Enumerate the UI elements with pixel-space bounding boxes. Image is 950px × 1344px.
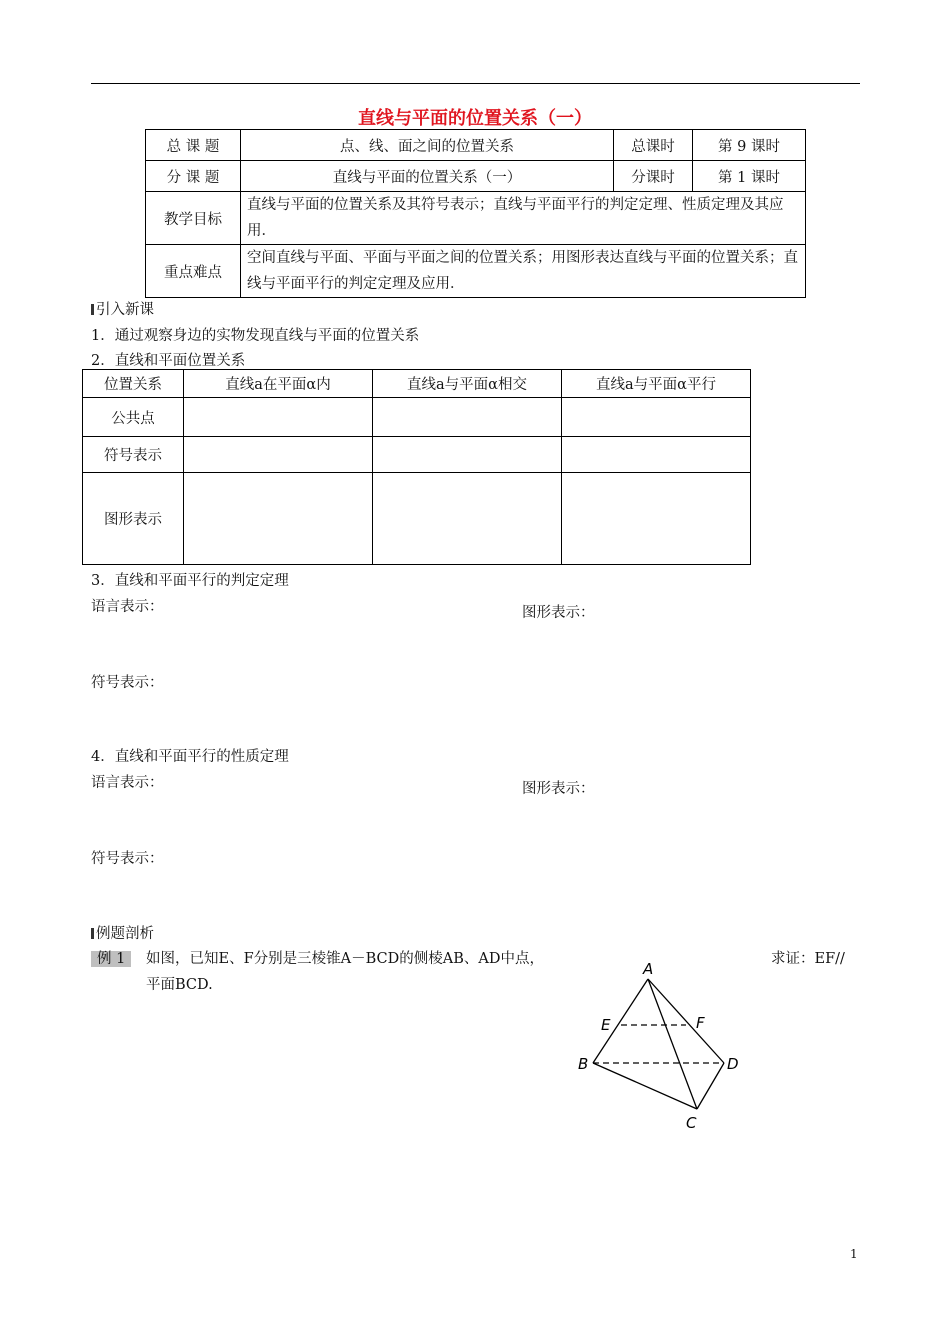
table-row — [83, 398, 751, 437]
edge-ad — [648, 979, 724, 1063]
table-row — [83, 370, 751, 398]
table-row — [146, 130, 806, 161]
header-relation: 位置关系 — [83, 370, 184, 398]
label-d: D — [727, 1055, 739, 1073]
table-row — [83, 437, 751, 473]
intro-item-2: 2．直线和平面位置关系 — [91, 353, 246, 369]
page-title: 直线与平面的位置关系（一） — [358, 108, 592, 129]
course-info-table — [145, 129, 806, 298]
cell-blank — [184, 398, 373, 437]
sub-hours-value: 第 1 课时 — [693, 161, 806, 192]
total-topic-value: 点、线、面之间的位置关系 — [241, 130, 614, 161]
total-topic-label: 总 课 题 — [146, 130, 241, 161]
teaching-goals-value: 直线与平面的位置关系及其符号表示；直线与平面平行的判定定理、性质定理及其应用． — [241, 192, 806, 245]
section-intro-heading: 引入新课 — [91, 298, 154, 319]
table-row — [146, 192, 806, 245]
total-hours-value: 第 9 课时 — [693, 130, 806, 161]
edge-cd — [697, 1063, 724, 1109]
section-4-figure: 图形表示： — [522, 781, 595, 797]
page-number: 1 — [850, 1247, 858, 1261]
cell-blank — [562, 473, 751, 565]
cell-blank — [373, 437, 562, 473]
label-b: B — [578, 1055, 589, 1073]
sub-topic-value: 直线与平面的位置关系（一） — [241, 161, 614, 192]
teaching-goals-label: 教学目标 — [146, 192, 241, 245]
row-common-points: 公共点 — [83, 398, 184, 437]
example-1-tag: 例 1 — [91, 947, 131, 968]
intro-item-1: 1．通过观察身边的实物发现直线与平面的位置关系 — [91, 328, 420, 344]
cell-blank — [373, 473, 562, 565]
edge-bc — [593, 1063, 697, 1109]
relation-table — [82, 369, 751, 565]
section-3-figure: 图形表示： — [522, 605, 595, 621]
section-3-language: 语言表示： — [91, 599, 164, 615]
example-1-text: 如图，已知E、F分别是三棱锥A－BCD的侧棱AB、AD中点， — [146, 951, 544, 967]
header-in-plane: 直线a在平面α内 — [184, 370, 373, 398]
table-row — [83, 473, 751, 565]
sub-hours-label: 分课时 — [614, 161, 693, 192]
section-3-symbol: 符号表示： — [91, 675, 164, 691]
edge-ac — [648, 979, 697, 1109]
header-rule — [91, 83, 860, 84]
sub-topic-label: 分 课 题 — [146, 161, 241, 192]
row-symbol: 符号表示 — [83, 437, 184, 473]
section-4-language: 语言表示： — [91, 775, 164, 791]
key-points-value: 空间直线与平面、平面与平面之间的位置关系；用图形表达直线与平面的位置关系；直线与平面平行的判定定理及应用． — [241, 245, 806, 298]
cell-blank — [562, 437, 751, 473]
section-4-symbol: 符号表示： — [91, 851, 164, 867]
label-c: C — [686, 1114, 697, 1132]
header-intersect: 直线a与平面α相交 — [373, 370, 562, 398]
cell-blank — [184, 473, 373, 565]
cell-blank — [184, 437, 373, 473]
label-a: A — [643, 960, 654, 978]
section-4-heading: 4．直线和平面平行的性质定理 — [91, 749, 289, 765]
key-points-label: 重点难点 — [146, 245, 241, 298]
table-row — [146, 245, 806, 298]
cell-blank — [373, 398, 562, 437]
table-row — [146, 161, 806, 192]
section-examples-heading: 例题剖析 — [91, 922, 154, 943]
cell-blank — [562, 398, 751, 437]
label-e: E — [601, 1016, 611, 1034]
example-1-continuation: 平面BCD. — [146, 977, 213, 993]
example-1-prove: 求证：EF// — [771, 951, 845, 967]
row-figure: 图形表示 — [83, 473, 184, 565]
tetrahedron-figure — [570, 955, 750, 1135]
label-f: F — [696, 1014, 705, 1032]
total-hours-label: 总课时 — [614, 130, 693, 161]
header-parallel: 直线a与平面α平行 — [562, 370, 751, 398]
section-3-heading: 3．直线和平面平行的判定定理 — [91, 573, 289, 589]
